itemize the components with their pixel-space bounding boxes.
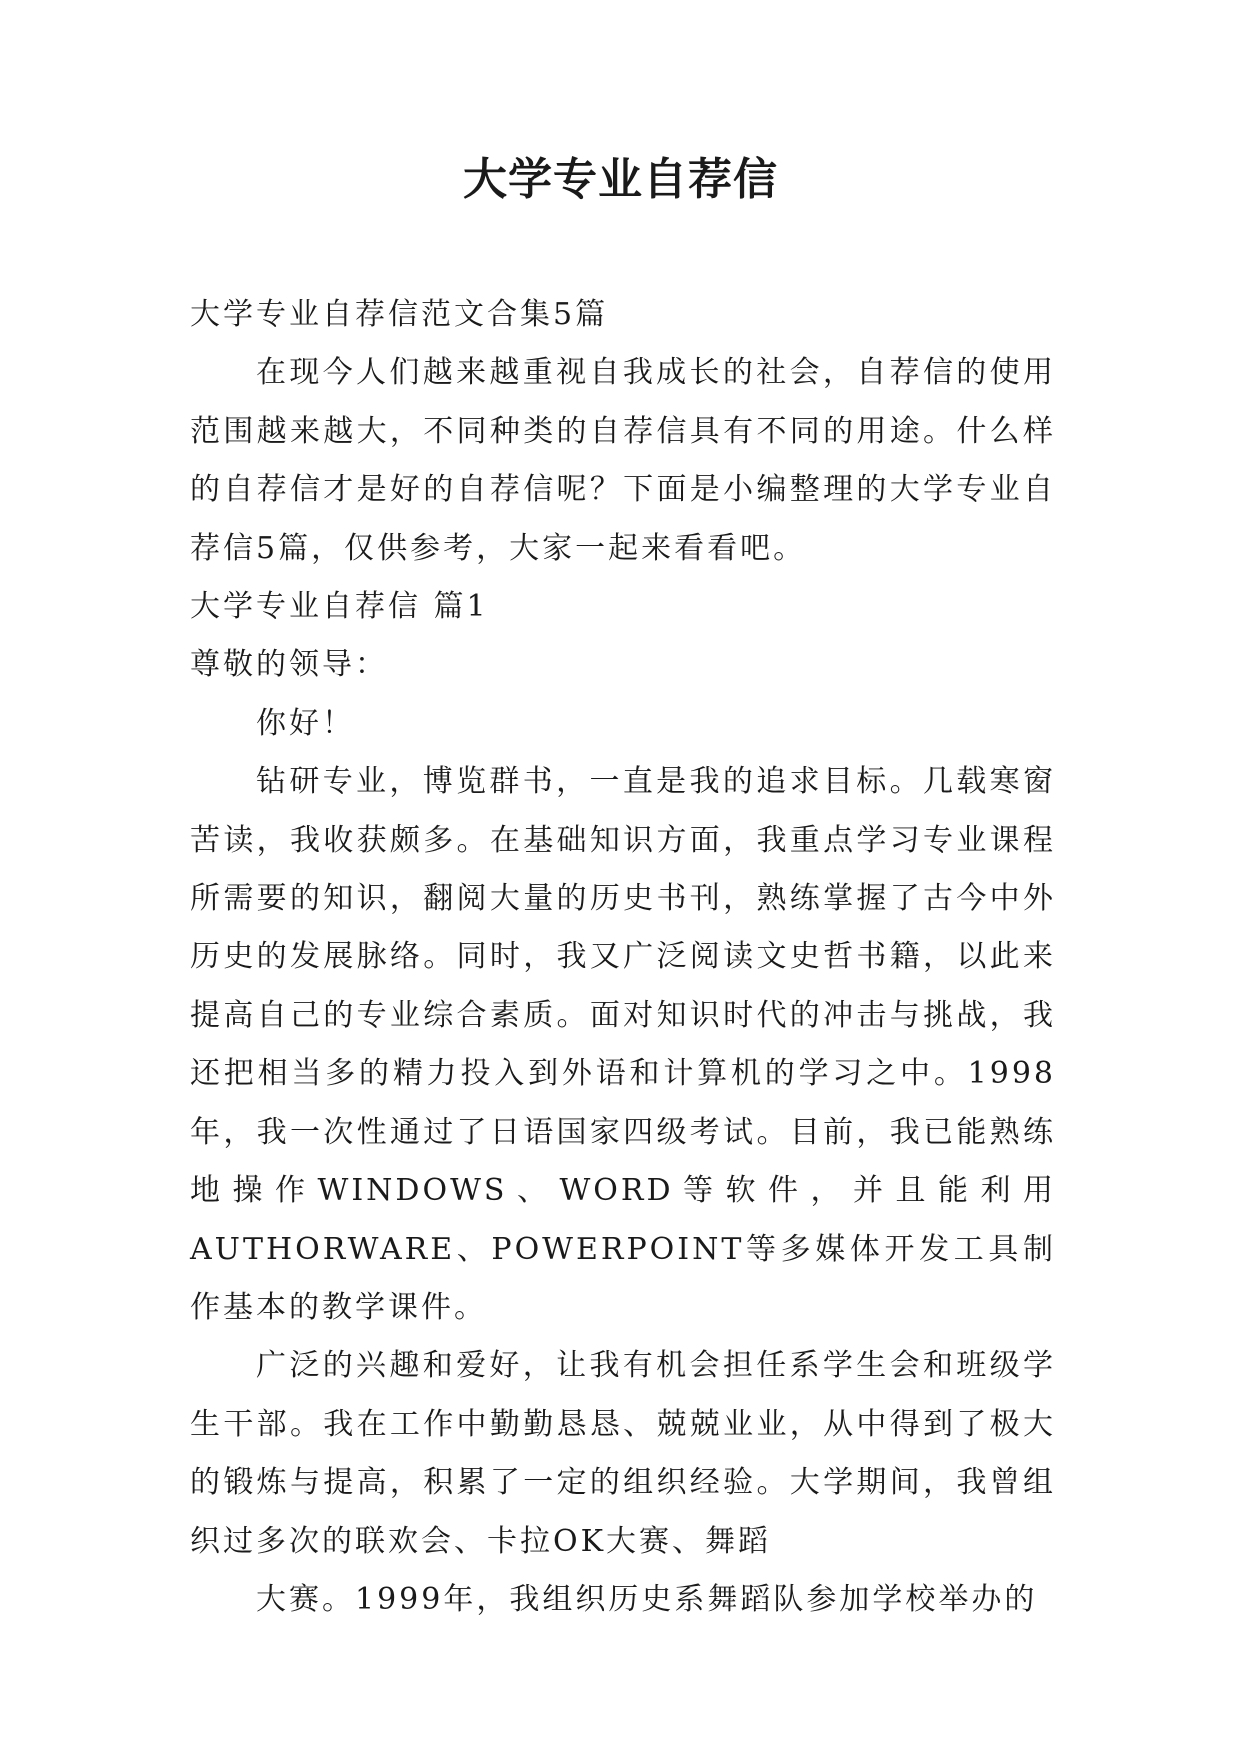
document-title: 大学专业自荐信 — [463, 154, 778, 205]
subtitle-line: 大学专业自荐信范文合集5篇 — [190, 297, 609, 332]
intro-paragraph: 在现今人们越来越重视自我成长的社会，自荐信的使用范围越来越大，不同种类的自荐信具有不同的用途。什么样的自荐信才是好的自荐信呢？下面是小编整理的大学专业自荐信5篇，仅供参考，大家一起来看看吧。 — [190, 355, 1056, 566]
body-paragraph: 钻研专业，博览群书，一直是我的追求目标。几载寒窗苦读，我收获颇多。在基础知识方面，我重点学习专业课程所需要的知识，翻阅大量的历史书刊，熟练掌握了古今中外历史的发展脉络。同时，我又广泛阅读文史哲书籍，以此来提高自己的专业综合素质。面对知识时代的冲击与挑战，我还把相当多的精力投入到外语和计算机的学习之中。1998年，我一次性通过了日语国家四级考试。目前，我已能熟练地操作WINDOWS、WORD等软件，并且能利用AUTHORWARE、POWERPOINT等多媒体开发工具制作基本的教学课件。 — [190, 764, 1056, 1325]
section-heading: 大学专业自荐信 篇1 — [190, 589, 489, 625]
greeting: 你好！ — [256, 705, 355, 741]
body-paragraph: 广泛的兴趣和爱好，让我有机会担任系学生会和班级学生干部。我在工作中勤勤恳恳、兢兢业业，从中得到了极大的锻炼与提高，积累了一定的组织经验。大学期间，我曾组织过多次的联欢会、卡拉OK大赛、舞蹈 — [190, 1348, 1056, 1559]
document-body — [190, 286, 1056, 1629]
salutation: 尊敬的领导： — [190, 647, 388, 683]
body-paragraph: 大赛。1999年，我组织历史系舞蹈队参加学校举办的 — [256, 1581, 1038, 1617]
